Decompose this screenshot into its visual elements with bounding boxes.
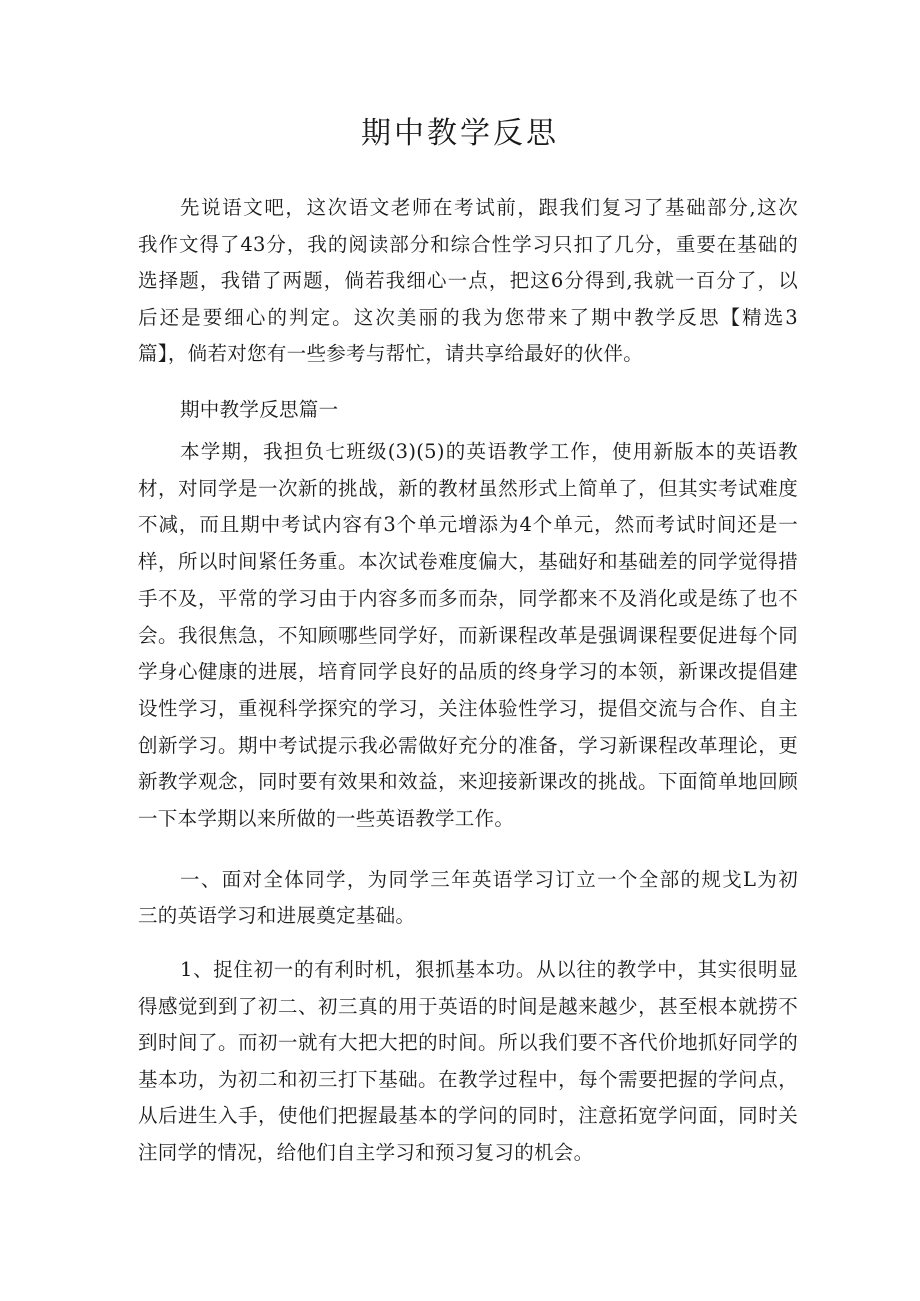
- paragraph-line: 先说语文吧，这次语文老师在考试前，跟我们复习了基础部分,这次: [180, 196, 798, 219]
- page-title: 期中教学反思: [361, 116, 559, 151]
- section-heading-text: 期中教学反思篇一: [180, 398, 339, 421]
- paragraph-line: 材，对同学是一次新的挑战，新的教材虽然形式上简单了，但其实考试难度: [138, 476, 798, 500]
- point-one-one-paragraph: [138, 952, 798, 1171]
- paragraph-line: 一、面对全体同学，为同学三年英语学习订立一个全部的规戈L为初: [180, 868, 798, 891]
- paragraph-line: 样，所以时间紧任务重。本次试卷难度偏大，基础好和基础差的同学觉得措: [138, 550, 798, 574]
- paragraph-line: 一下本学期以来所做的一些英语教学工作。: [138, 807, 515, 831]
- point-one-paragraph: [138, 862, 798, 934]
- intro-paragraph: [138, 190, 798, 373]
- body-paragraph: [138, 434, 798, 838]
- paragraph-line: 得感觉到到了初二、初三真的用于英语的时间是越来越少，甚至根本就捞不: [138, 994, 798, 1018]
- paragraph-line: 设性学习，重视科学探究的学习，关注体验性学习，提倡交流与合作、自主: [138, 696, 798, 720]
- paragraph-line: 选择题，我错了两题，倘若我细心一点，把这6分得到,我就一百分了，以: [138, 269, 798, 292]
- paragraph-line: 我作文得了43分，我的阅读部分和综合性学习只扣了几分，重要在基础的: [138, 232, 798, 256]
- paragraph-line: 注同学的情况，给他们自主学习和预习复习的机会。: [138, 1140, 594, 1164]
- paragraph-line: 会。我很焦急，不知顾哪些同学好，而新课程改革是强调课程要促进每个同: [138, 623, 798, 647]
- paragraph-line: 到时间了。而初一就有大把大把的时间。所以我们要不吝代价地抓好同学的: [138, 1031, 798, 1054]
- paragraph-line: 从后进生入手，使他们把握最基本的学问的同时，注意拓宽学问面，同时关: [138, 1104, 798, 1127]
- paragraph-line: 1、捉住初一的有利时机，狠抓基本功。从以往的教学中，其实很明显: [180, 958, 798, 981]
- paragraph-line: 新教学观念，同时要有效果和效益，来迎接新课改的挑战。下面简单地回顾: [138, 770, 798, 794]
- paragraph-line: 篇】，倘若对您有一些参考与帮忙，请共享给最好的伙伴。: [138, 342, 644, 365]
- paragraph-line: 不减，而且期中考试内容有3个单元增添为4个单元，然而考试时间还是一: [138, 513, 798, 537]
- paragraph-line: 创新学习。期中考试提示我必需做好充分的准备，学习新课程改革理论，更: [138, 733, 798, 757]
- paragraph-line: 手不及，平常的学习由于内容多而多而杂，同学都来不及消化或是练了也不: [138, 586, 798, 610]
- paragraph-line: 基本功，为初二和初三打下基础。在教学过程中，每个需要把握的学问点，: [138, 1067, 798, 1091]
- paragraph-line: 三的英语学习和进展奠定基础。: [138, 904, 416, 927]
- paragraph-line: 本学期，我担负七班级(3)(5)的英语教学工作，使用新版本的英语教: [180, 440, 798, 463]
- section-heading: [138, 392, 798, 428]
- paragraph-line: 后还是要细心的判定。这次美丽的我为您带来了期中教学反思【精选3: [138, 305, 798, 329]
- paragraph-line: 学身心健康的进展，培育同学良好的品质的终身学习的本领，新课改提倡建: [138, 660, 798, 684]
